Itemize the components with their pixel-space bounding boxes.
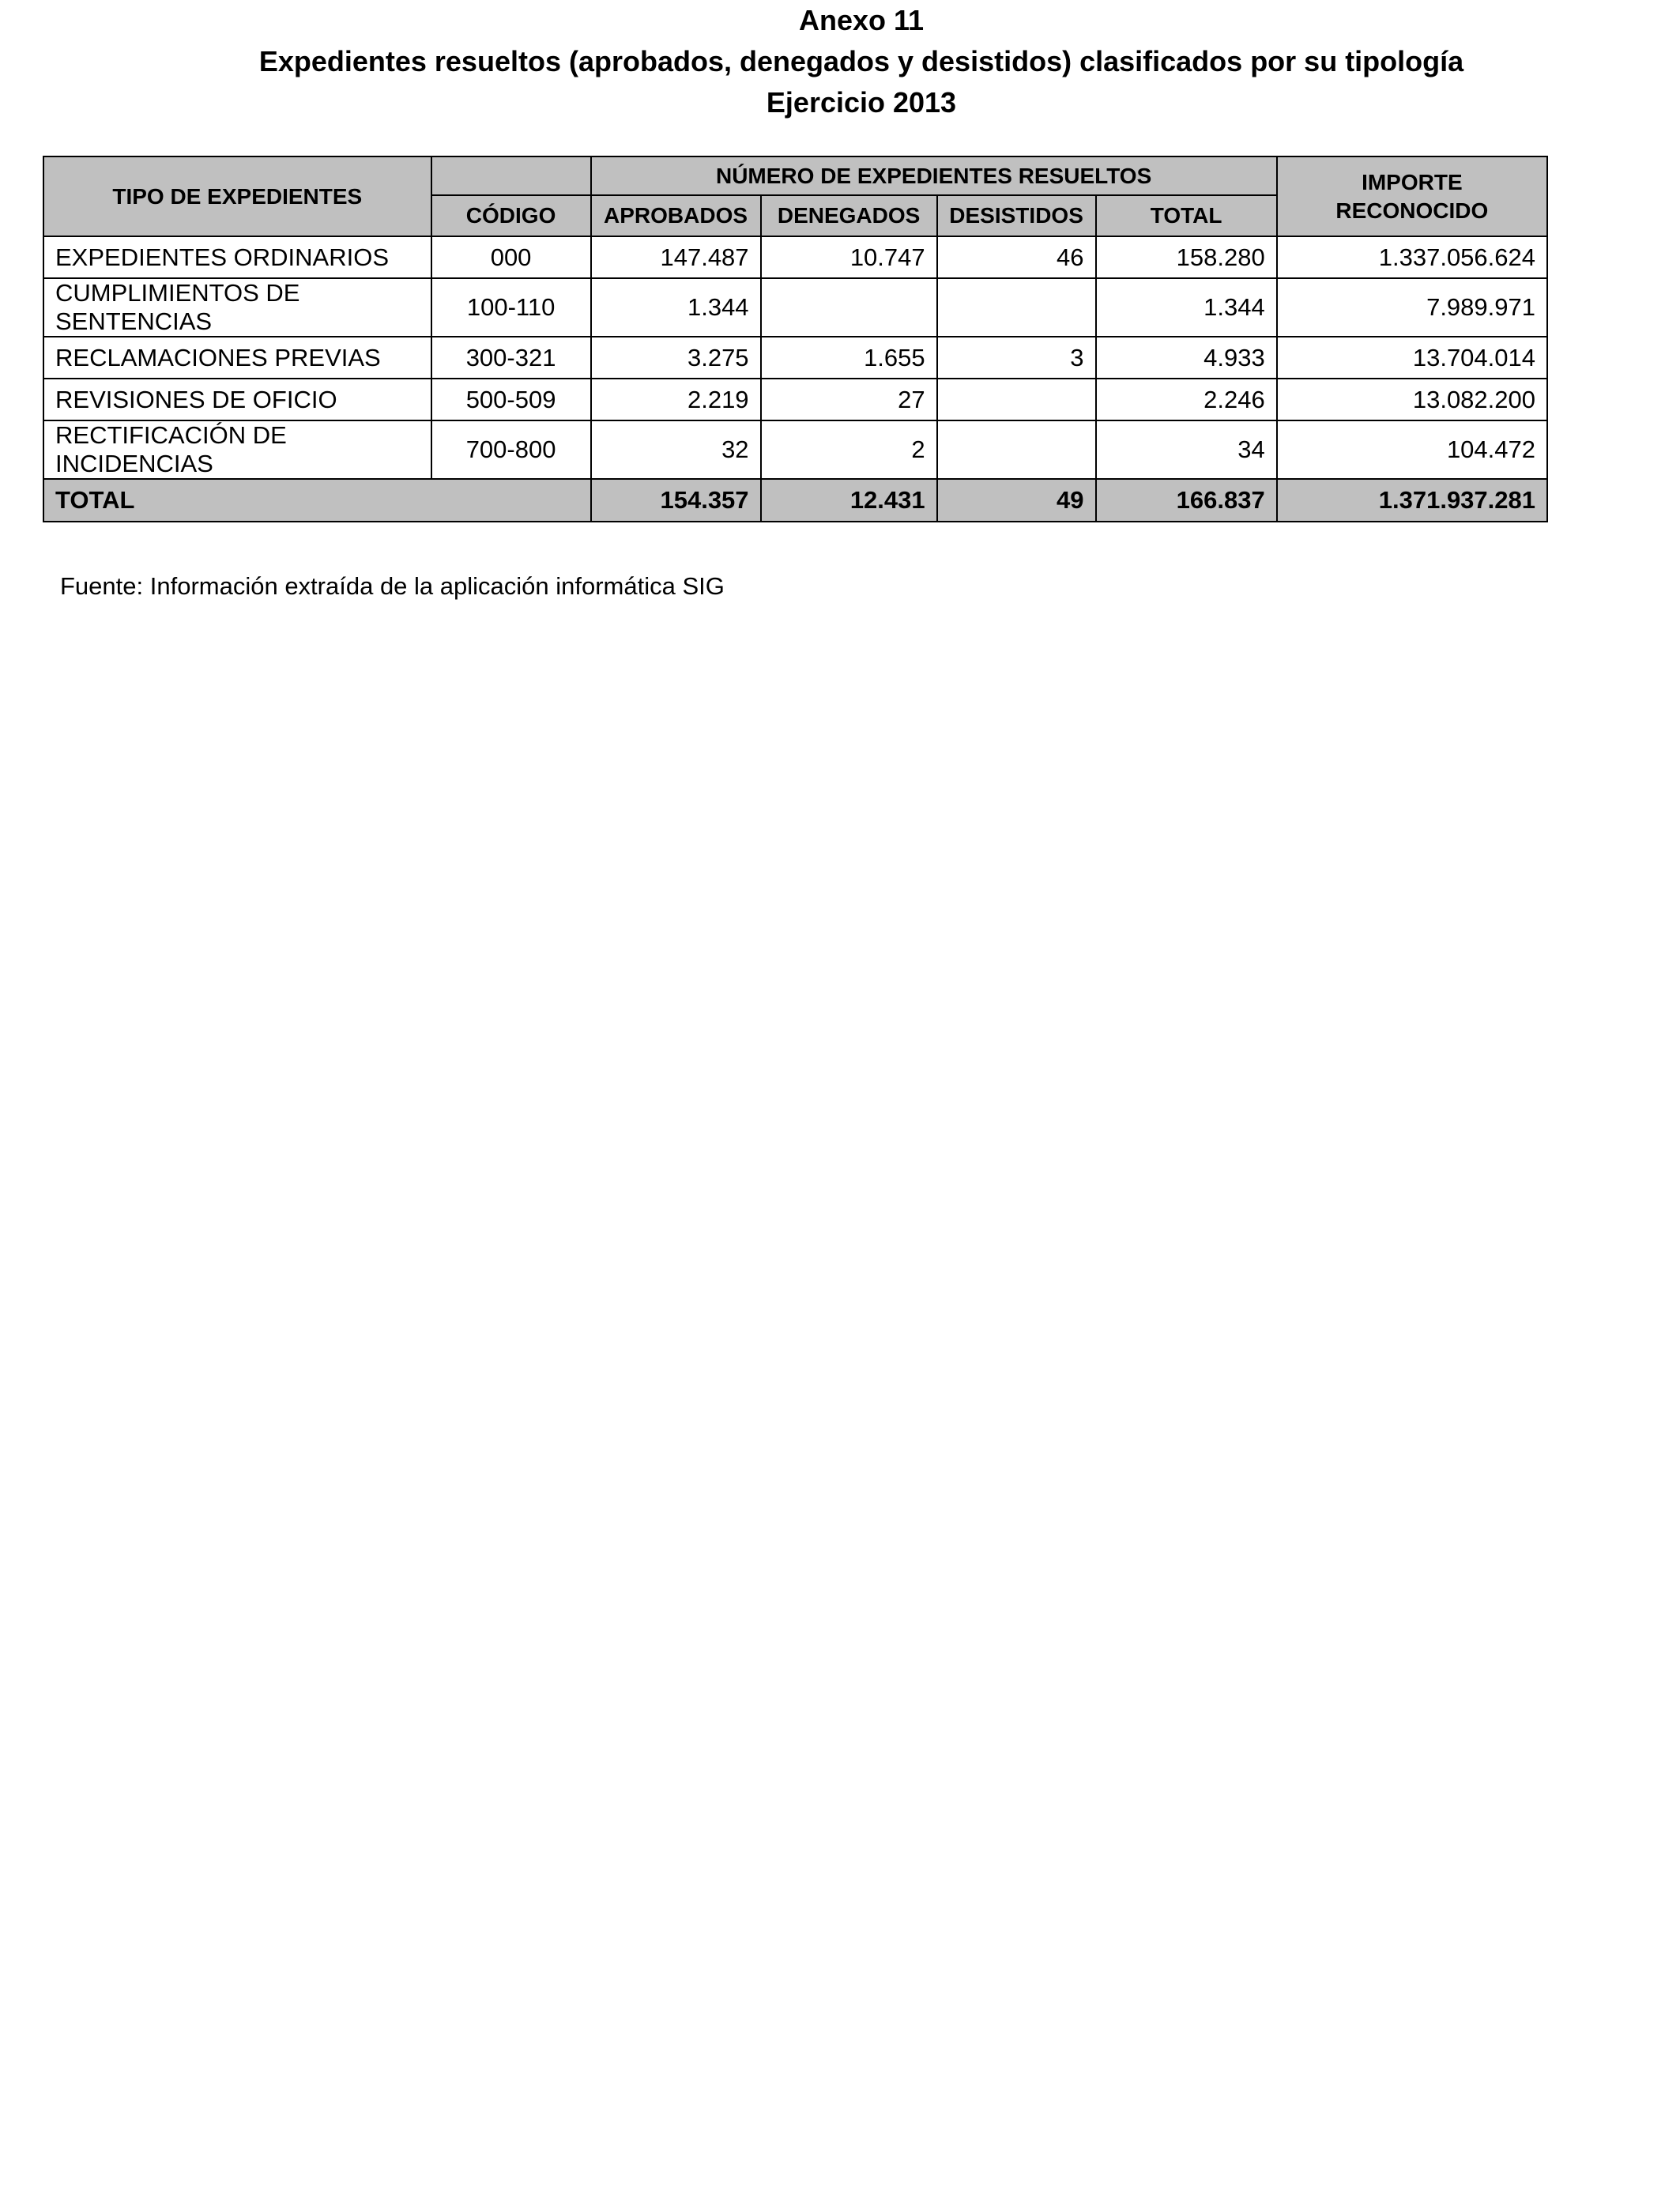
total-aprobados: 154.357 <box>591 479 761 522</box>
cell-importe: 104.472 <box>1277 420 1547 479</box>
cell-denegados: 10.747 <box>761 236 937 278</box>
cell-importe: 1.337.056.624 <box>1277 236 1547 278</box>
header-total: TOTAL <box>1096 195 1277 236</box>
total-desistidos: 49 <box>937 479 1096 522</box>
title-year: Ejercicio 2013 <box>766 86 957 119</box>
cell-codigo: 000 <box>431 236 591 278</box>
cell-denegados: 27 <box>761 379 937 420</box>
header-tipo: TIPO DE EXPEDIENTES <box>43 156 431 236</box>
header-row-1 <box>43 156 1547 195</box>
header-blank <box>431 156 591 195</box>
total-row <box>43 479 1547 522</box>
table-row <box>43 236 1547 278</box>
cell-total: 2.246 <box>1096 379 1277 420</box>
cell-tipo: CUMPLIMIENTOS DE SENTENCIAS <box>43 278 431 337</box>
cell-codigo: 700-800 <box>431 420 591 479</box>
total-total: 166.837 <box>1096 479 1277 522</box>
cell-denegados: 1.655 <box>761 337 937 379</box>
cell-aprobados: 3.275 <box>591 337 761 379</box>
header-denegados: DENEGADOS <box>761 195 937 236</box>
cell-tipo: RECTIFICACIÓN DE INCIDENCIAS <box>43 420 431 479</box>
cell-codigo: 300-321 <box>431 337 591 379</box>
document-title <box>0 0 1680 123</box>
table-row <box>43 278 1547 337</box>
cell-importe: 13.704.014 <box>1277 337 1547 379</box>
cell-tipo: REVISIONES DE OFICIO <box>43 379 431 420</box>
cell-aprobados: 1.344 <box>591 278 761 337</box>
header-codigo: CÓDIGO <box>431 195 591 236</box>
cell-tipo: EXPEDIENTES ORDINARIOS <box>43 236 431 278</box>
source-note: Fuente: Información extraída de la aplicación informática SIG <box>60 572 725 600</box>
table-row <box>43 420 1547 479</box>
expedientes-table <box>43 156 1548 522</box>
cell-desistidos <box>937 278 1096 337</box>
cell-total: 1.344 <box>1096 278 1277 337</box>
total-denegados: 12.431 <box>761 479 937 522</box>
cell-tipo: RECLAMACIONES PREVIAS <box>43 337 431 379</box>
cell-codigo: 500-509 <box>431 379 591 420</box>
header-group-resueltos: NÚMERO DE EXPEDIENTES RESUELTOS <box>591 156 1277 195</box>
cell-desistidos: 46 <box>937 236 1096 278</box>
table-row <box>43 337 1547 379</box>
cell-aprobados: 32 <box>591 420 761 479</box>
title-annex: Anexo 11 <box>798 4 925 36</box>
total-label: TOTAL <box>43 479 591 522</box>
cell-importe: 7.989.971 <box>1277 278 1547 337</box>
cell-importe: 13.082.200 <box>1277 379 1547 420</box>
title-description: Expedientes resueltos (aprobados, denegados y desistidos) clasificados por su tipología <box>258 45 1464 77</box>
cell-desistidos <box>937 379 1096 420</box>
cell-desistidos <box>937 420 1096 479</box>
cell-total: 4.933 <box>1096 337 1277 379</box>
table-row <box>43 379 1547 420</box>
header-aprobados: APROBADOS <box>591 195 761 236</box>
cell-denegados: 2 <box>761 420 937 479</box>
cell-total: 34 <box>1096 420 1277 479</box>
header-desistidos: DESISTIDOS <box>937 195 1096 236</box>
cell-aprobados: 147.487 <box>591 236 761 278</box>
cell-codigo: 100-110 <box>431 278 591 337</box>
cell-desistidos: 3 <box>937 337 1096 379</box>
cell-total: 158.280 <box>1096 236 1277 278</box>
header-importe: IMPORTE RECONOCIDO <box>1277 156 1547 236</box>
cell-aprobados: 2.219 <box>591 379 761 420</box>
total-importe: 1.371.937.281 <box>1277 479 1547 522</box>
cell-denegados <box>761 278 937 337</box>
